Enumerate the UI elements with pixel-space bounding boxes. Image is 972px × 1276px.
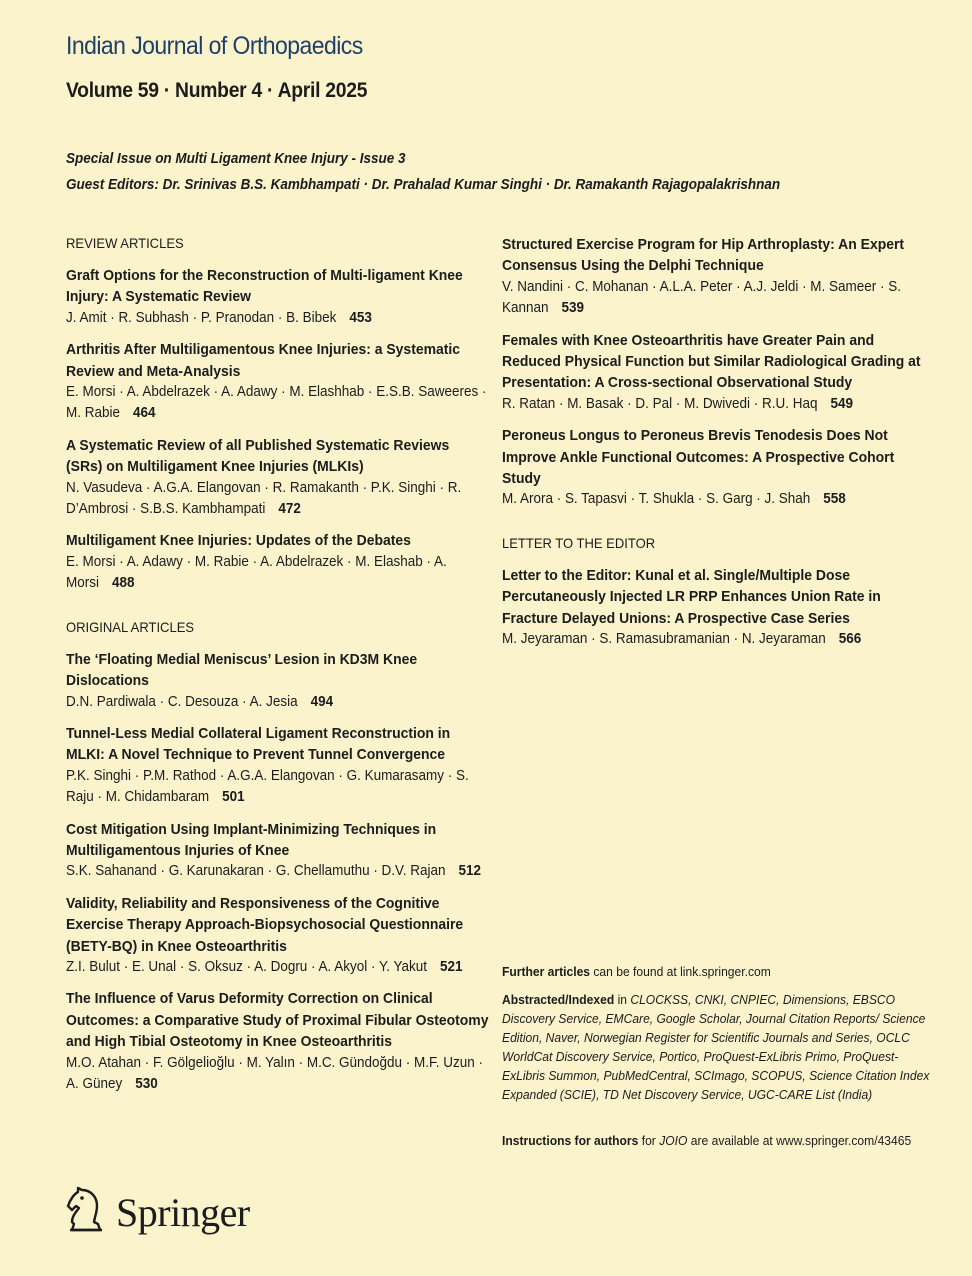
instructions-text: are available at www.springer.com/43465 (687, 1133, 912, 1148)
abstracted-label: Abstracted/Indexed (502, 992, 615, 1007)
article-page-number: 512 (458, 863, 482, 880)
article-entry (66, 988, 506, 1095)
article-title: Arthritis After Multiligamentous Knee Injuries: a Systematic Review and Meta-Analysis (66, 341, 461, 380)
info-further (502, 962, 932, 981)
instructions-journal: JOIO (659, 1133, 688, 1148)
volume-line: Volume 59 · Number 4 · April 2025 (66, 79, 368, 102)
article-entry (66, 649, 506, 713)
article-authors-line (502, 489, 925, 510)
info-instructions (502, 1131, 932, 1150)
info-abstracted (502, 990, 932, 1104)
left-column (66, 234, 506, 1105)
guest-editors: Guest Editors: Dr. Srinivas B.S. Kambhampati · Dr. Prahalad Kumar Singhi · Dr. Ramakanth Rajagopalakrishnan (66, 177, 781, 193)
abstracted-in: in (614, 992, 631, 1007)
article-authors-line (66, 861, 489, 882)
article-title: A Systematic Review of all Published Systematic Reviews (SRs) on Multiligament Knee Injuries (MLKIs) (66, 436, 450, 476)
article-entry (66, 723, 506, 809)
article-page-number: 464 (132, 405, 156, 422)
article-title: Tunnel-Less Medial Collateral Ligament Reconstruction in MLKI: A Novel Technique to Prevent Tunnel Convergence (66, 724, 451, 764)
article-page-number: 488 (111, 575, 135, 592)
article-authors: E. Morsi · A. Adawy · M. Rabie · A. Abdelrazek · M. Elashab · A. Morsi (66, 553, 447, 592)
article-page-number: 549 (830, 395, 854, 412)
article-title: Peroneus Longus to Peroneus Brevis Tenodesis Does Not Improve Ankle Functional Outcomes: A Prospective Cohort Study (502, 427, 895, 488)
article-title: The ‘Floating Medial Meniscus’ Lesion in KD3M Knee Dislocations (66, 650, 418, 690)
article-page-number: 566 (838, 631, 862, 648)
article-authors-line (66, 552, 489, 595)
article-authors: M.O. Atahan · F. Gölgelioğlu · M. Yalın · M.C. Gündoğdu · M.F. Uzun · A. Güney (66, 1054, 483, 1092)
article-entry (502, 425, 942, 511)
article-authors: P.K. Singhi · P.M. Rathod · A.G.A. Elangovan · G. Kumarasamy · S. Raju · M. Chidambaram (66, 767, 469, 806)
section-heading: REVIEW ARTICLES (66, 235, 184, 251)
article-entry (502, 330, 942, 416)
right-column (502, 234, 942, 661)
article-title: Multiligament Knee Injuries: Updates of the Debates (66, 532, 411, 550)
article-entry (66, 893, 506, 979)
article-authors: D.N. Pardiwala · C. Desouza · A. Jesia (66, 693, 298, 710)
further-text: can be found at link.springer.com (590, 964, 771, 979)
publisher-name: Springer (116, 1190, 250, 1235)
article-entry (66, 339, 506, 425)
article-page-number: 494 (310, 693, 334, 710)
article-title: Graft Options for the Reconstruction of Multi-ligament Knee Injury: A Systematic Review (66, 267, 463, 306)
article-title: The Influence of Varus Deformity Correction on Clinical Outcomes: a Comparative Study of Proximal Fibular Osteotomy and High Tibial Osteotomy in Knee Osteoarthritis (66, 990, 489, 1051)
article-title: Validity, Reliability and Responsiveness of the Cognitive Exercise Therapy Approach-Biopsychosocial Questionnaire (BETY-BQ) in Knee Osteoarthritis (66, 894, 464, 955)
article-entry (66, 530, 506, 594)
article-page-number: 453 (349, 309, 372, 326)
springer-logo (64, 1186, 250, 1239)
article-authors: M. Jeyaraman · S. Ramasubramanian · N. Jeyaraman (502, 631, 826, 648)
section-heading: LETTER TO THE EDITOR (502, 534, 656, 551)
article-authors-line (66, 382, 489, 425)
special-issue-title: Special Issue on Multi Ligament Knee Injury - Issue 3 (66, 151, 406, 167)
article-title: Females with Knee Osteoarthritis have Greater Pain and Reduced Physical Function but Similar Radiological Grading at Presentation: A Cross-sectional Observational Study (502, 331, 921, 392)
article-page-number: 501 (222, 789, 245, 806)
article-authors: V. Nandini · C. Mohanan · A.L.A. Peter · A.J. Jeldi · M. Sameer · S. Kannan (502, 278, 901, 317)
article-authors-line (66, 692, 489, 713)
article-entry (66, 819, 506, 883)
journal-title: Indian Journal of Orthopaedics (66, 32, 363, 60)
article-entry (66, 435, 506, 521)
article-authors: M. Arora · S. Tapasvi · T. Shukla · S. Garg · J. Shah (502, 491, 811, 508)
article-authors-line (502, 394, 925, 415)
article-authors: S.K. Sahanand · G. Karunakaran · G. Chellamuthu · D.V. Rajan (66, 863, 446, 880)
article-page-number: 530 (135, 1076, 158, 1092)
article-authors-line (66, 957, 489, 978)
instructions-label: Instructions for authors (502, 1133, 639, 1148)
abstracted-list: CLOCKSS, CNKI, CNPIEC, Dimensions, EBSCO Discovery Service, EMCare, Google Scholar, Journal Citation Reports/ Science Edition, Naver, Norwegian Register for Scientific Journals and Series, OCLC WorldCat Discovery Service, Portico, ProQuest-ExLibris Primo, ProQuest-ExLibris Summon, PubMedCentral, SCImago, SCOPUS, Science Citation Index Expanded (SCIE), TD Net Discovery Service, UGC-CARE List (India) (502, 992, 930, 1102)
article-page-number: 521 (440, 958, 463, 975)
article-authors-line (502, 629, 925, 650)
instructions-for: for (638, 1133, 660, 1148)
article-entry (66, 265, 506, 329)
article-authors: R. Ratan · M. Basak · D. Pal · M. Dwivedi · R.U. Haq (502, 395, 818, 412)
article-entry (502, 565, 942, 651)
article-title: Structured Exercise Program for Hip Arthroplasty: An Expert Consensus Using the Delphi Technique (502, 236, 905, 275)
article-title: Letter to the Editor: Kunal et al. Single/Multiple Dose Percutaneously Injected LR PRP Enhances Union Rate in Fracture Delayed Unions: A Prospective Case Series (502, 566, 881, 627)
article-authors-line (502, 277, 925, 320)
section-heading: ORIGINAL ARTICLES (66, 618, 195, 635)
article-page-number: 539 (561, 300, 585, 317)
article-page-number: 558 (823, 491, 846, 508)
article-authors: E. Morsi · A. Abdelrazek · A. Adawy · M. Elashhab · E.S.B. Saweeres · M. Rabie (66, 384, 487, 422)
article-authors: Z.I. Bulut · E. Unal · S. Oksuz · A. Dogru · A. Akyol · Y. Yakut (66, 958, 427, 975)
article-authors: J. Amit · R. Subhash · P. Pranodan · B. Bibek (66, 309, 337, 326)
article-authors-line (66, 1053, 489, 1096)
article-authors: N. Vasudeva · A.G.A. Elangovan · R. Ramakanth · P.K. Singhi · R. D’Ambrosi · S.B.S. Kambhampati (66, 479, 462, 518)
article-authors-line (66, 478, 489, 521)
article-page-number: 472 (278, 501, 301, 518)
special-issue-block (66, 146, 780, 198)
article-entry (502, 234, 942, 320)
article-title: Cost Mitigation Using Implant-Minimizing Techniques in Multiligamentous Injuries of Knee (66, 820, 437, 859)
article-authors-line (66, 308, 489, 329)
article-authors-line (66, 766, 489, 809)
springer-chess-knight-icon (64, 1186, 108, 1239)
further-label: Further articles (502, 964, 591, 979)
